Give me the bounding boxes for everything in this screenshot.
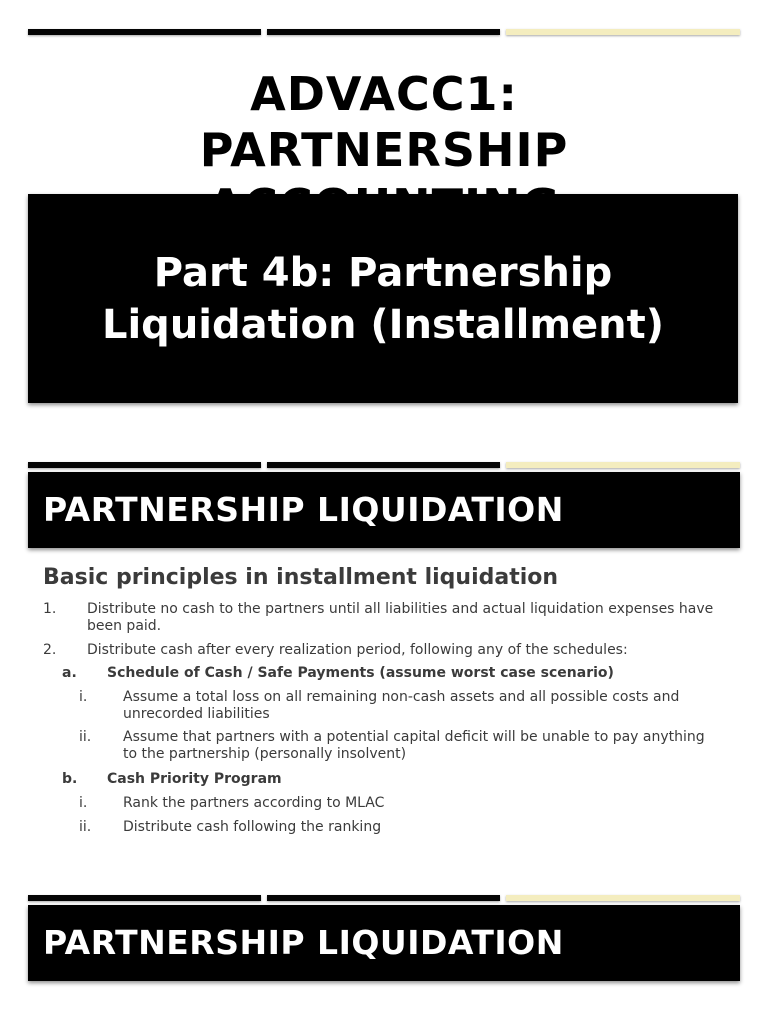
list-item-text: Assume that partners with a potential capital deficit will be unable to pay anything to the partnership (personally insolvent)	[123, 729, 705, 762]
list-marker: 2.	[43, 642, 57, 658]
accent-bar-2	[267, 895, 500, 901]
list-item-text: Schedule of Cash / Safe Payments (assume worst case scenario)	[107, 665, 614, 681]
accent-bar-3	[506, 29, 740, 35]
accent-bar-2	[267, 29, 500, 35]
accent-bar-1	[28, 895, 261, 901]
list-marker: ii.	[79, 729, 92, 745]
list-marker: i.	[79, 689, 88, 705]
list-marker: i.	[79, 795, 88, 811]
accent-bar-1	[28, 462, 261, 468]
accent-bar-1	[28, 29, 261, 35]
slide-title	[0, 66, 768, 196]
slide-header: PARTNERSHIP LIQUIDATION	[28, 472, 740, 548]
subtitle-line-1: Part 4b: Partnership	[153, 249, 613, 296]
list-marker: b.	[62, 771, 78, 787]
slide-title-line-2: PARTNERSHIP	[199, 123, 569, 177]
list-item-text: Cash Priority Program	[107, 771, 282, 787]
list-item-text: Rank the partners according to MLAC	[123, 795, 385, 811]
section-heading: Basic principles in installment liquidation	[43, 565, 559, 590]
subtitle-box	[28, 194, 738, 403]
list-marker: a.	[62, 665, 77, 681]
slide-title-line-1: ADVACC1:	[250, 67, 518, 121]
accent-bar-2	[267, 462, 500, 468]
list-marker: ii.	[79, 819, 92, 835]
list-item-text: Assume a total loss on all remaining non-cash assets and all possible costs and unrecorded liabilities	[123, 689, 680, 722]
list-item-text: Distribute no cash to the partners until all liabilities and actual liquidation expenses have been paid.	[87, 601, 714, 634]
accent-bar-3	[506, 462, 740, 468]
slide-header: PARTNERSHIP LIQUIDATION	[28, 905, 740, 981]
accent-bar-3	[506, 895, 740, 901]
list-marker: 1.	[43, 601, 57, 617]
list-item-text: Distribute cash after every realization period, following any of the schedules:	[87, 642, 628, 658]
subtitle-line-2: Liquidation (Installment)	[101, 301, 665, 348]
list-item-text: Distribute cash following the ranking	[123, 819, 382, 835]
